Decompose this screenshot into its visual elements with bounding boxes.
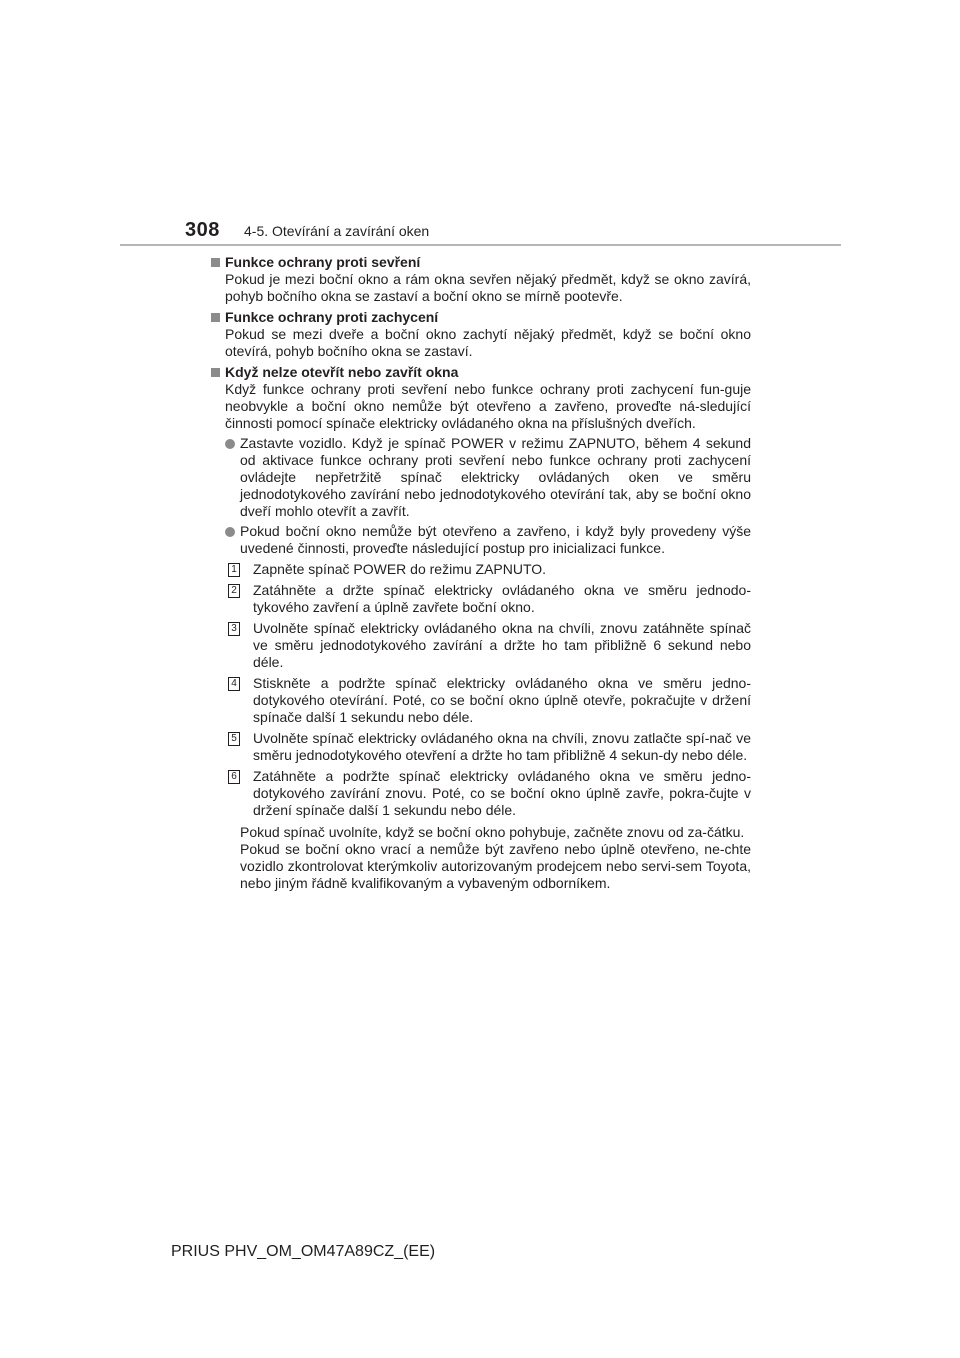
- subsection-text: Pokud je mezi boční okno a rám okna sevřen nějaký předmět, když se okno zavírá, pohyb bočního okna se zastaví a boční okno se mírně pootevře.: [225, 271, 751, 304]
- page-content: [211, 254, 751, 896]
- step-text: Zapněte spínač POWER do režimu ZAPNUTO.: [253, 561, 547, 577]
- section-title: 4-5. Otevírání a zavírání oken: [244, 223, 430, 239]
- square-bullet-icon: [211, 313, 220, 322]
- square-bullet-icon: [211, 368, 220, 377]
- circle-bullet-icon: [225, 439, 235, 449]
- step-number: 2: [228, 584, 240, 598]
- page-header: [0, 0, 960, 250]
- note-restart: Pokud spínač uvolníte, když se boční okno pohybuje, začněte znovu od za-čátku.: [240, 824, 745, 840]
- square-bullet-icon: [211, 258, 220, 267]
- bullet-text: Zastavte vozidlo. Když je spínač POWER v režimu ZAPNUTO, během 4 sekund od aktivace funkce ochrany proti sevření nebo funkce ochrany proti zachycení ovládejte nepřetržitě spínač elektricky ovládaných oken ve směru jednodotykového zavírání nebo jednodotykového otevírání tak, aby se boční okno dveří mohlo otevřít a zavřít.: [240, 435, 751, 519]
- subsection-pinch-protection: [211, 254, 751, 305]
- step-item: [211, 730, 751, 764]
- page-number: 308: [185, 219, 220, 241]
- step-number: 1: [228, 563, 240, 577]
- step-number: 3: [228, 622, 240, 636]
- step-number: 6: [228, 770, 240, 784]
- bullet-item: [211, 523, 751, 557]
- step-number: 4: [228, 677, 240, 691]
- step-text: Zatáhněte a držte spínač elektricky ovládaného okna ve směru jednodo-tykového zavření a úplně zavřete boční okno.: [253, 582, 751, 615]
- circle-bullet-icon: [225, 527, 235, 537]
- step-text: Stiskněte a podržte spínač elektricky ovládaného okna ve směru jedno-dotykového otevírání. Poté, co se boční okno úplně otevře, pokračujte v držení spínače další 1 sekundu nebo déle.: [253, 675, 751, 725]
- note-service: Pokud se boční okno vrací a nemůže být zavřeno nebo úplně otevřeno, ne-chte vozidlo zkontrolovat kterýmkoliv autorizovaným prodejcem nebo servi-sem Toyota, nebo jiným řádně kvalifikovaným a vybaveným odborníkem.: [240, 841, 751, 891]
- bullet-text: Pokud boční okno nemůže být otevřeno a zavřeno, i když byly provedeny výše uvedené činnosti, proveďte následující postup pro inicializaci funkce.: [240, 523, 751, 556]
- subsection-text: Pokud se mezi dveře a boční okno zachytí nějaký předmět, když se boční okno otevírá, pohyb bočního okna se zastaví.: [225, 326, 751, 359]
- step-item: [211, 620, 751, 671]
- subsection-text: Když funkce ochrany proti sevření nebo funkce ochrany proti zachycení fun-guje neobvykle a boční okno nemůže být otevřeno a zavřeno, proveďte ná-sledující činnosti pomocí spínače elektricky ovládaného okna na příslušných dveřích.: [225, 381, 751, 431]
- step-number: 5: [228, 732, 240, 746]
- header-divider: [120, 244, 841, 246]
- step-item: [211, 582, 751, 616]
- subsection-catch-protection: [211, 309, 751, 360]
- note-paragraph: [211, 824, 751, 892]
- step-item: [211, 561, 751, 578]
- subsection-heading: Funkce ochrany proti sevření: [225, 254, 421, 270]
- subsection-heading: Když nelze otevřít nebo zavřít okna: [225, 364, 459, 380]
- bullet-item: [211, 435, 751, 520]
- footer-doc-code: PRIUS PHV_OM_OM47A89CZ_(EE): [171, 1243, 436, 1260]
- subsection-cannot-open-close: [211, 364, 751, 892]
- step-text: Uvolněte spínač elektricky ovládaného okna na chvíli, znovu zatáhněte spínač ve směru jednodotykového zavírání a držte ho tam přibližně 6 sekund nebo déle.: [253, 620, 751, 670]
- step-text: Uvolněte spínač elektricky ovládaného okna na chvíli, znovu zatlačte spí-nač ve směru jednodotykového otevření a držte ho tam přibližně 4 sekun-dy nebo déle.: [253, 730, 751, 763]
- step-item: [211, 768, 751, 819]
- subsection-heading: Funkce ochrany proti zachycení: [225, 309, 439, 325]
- step-text: Zatáhněte a podržte spínač elektricky ovládaného okna ve směru jedno-dotykového zavírání znovu. Poté, co se boční okno úplně zavře, pokra-čujte v držení spínače další 1 sekundu nebo déle.: [253, 768, 751, 818]
- step-item: [211, 675, 751, 726]
